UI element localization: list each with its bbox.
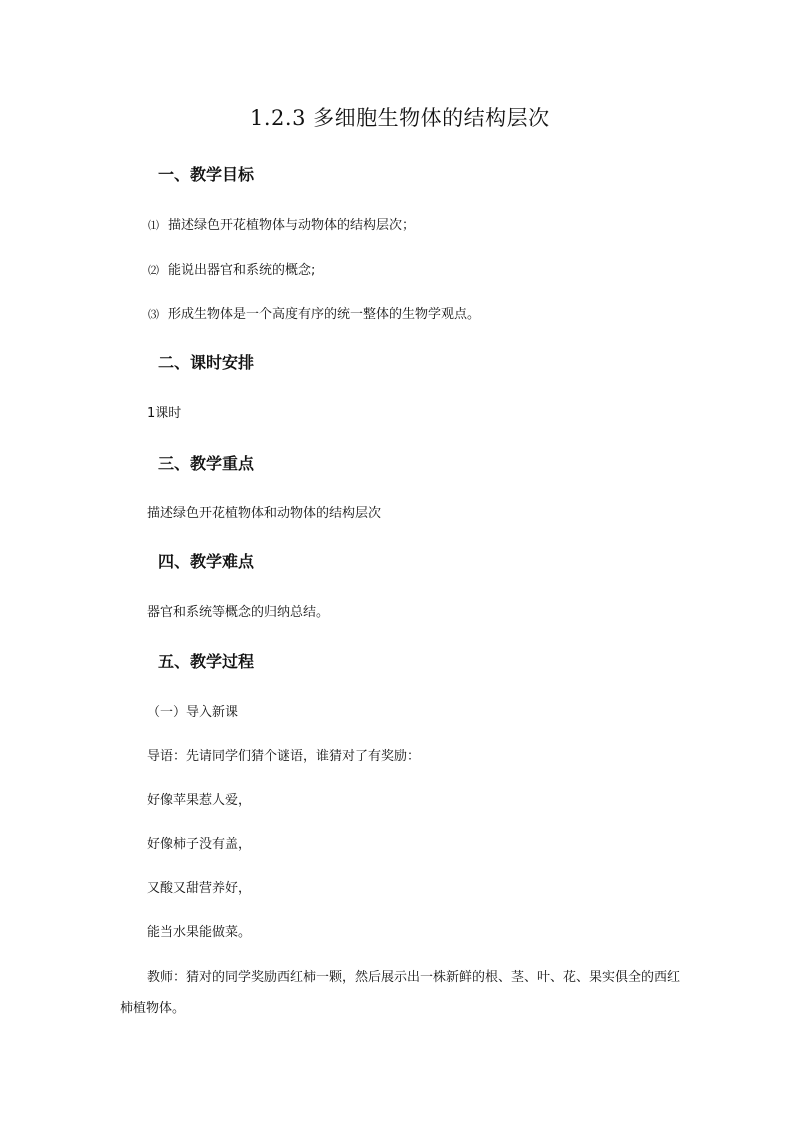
- objective-text: 描述绿色开花植物体与动物体的结构层次；: [168, 218, 416, 233]
- difficulty-text: 器官和系统等概念的归纳总结。: [147, 605, 330, 620]
- objective-text: 能说出器官和系统的概念;: [168, 263, 316, 278]
- process-subheading: （一）导入新课: [147, 705, 239, 720]
- objective-number: ⑵: [148, 264, 159, 277]
- riddle-line: 好像柿子没有盖，: [147, 837, 252, 852]
- riddle-line: 好像苹果惹人爱，: [147, 793, 252, 808]
- objective-text: 形成生物体是一个高度有序的统一整体的生物学观点。: [168, 307, 481, 322]
- document-title: 1.2.3 多细胞生物体的结构层次: [250, 106, 550, 130]
- section-heading-schedule: 二、课时安排: [158, 353, 255, 372]
- objective-number: ⑴: [148, 219, 159, 232]
- key-point-text: 描述绿色开花植物体和动物体的结构层次: [147, 506, 382, 521]
- section-heading-key-point: 三、教学重点: [158, 454, 255, 473]
- objective-item: [148, 214, 415, 233]
- schedule-text: 1课时: [147, 406, 182, 421]
- process-intro: 导语：先请同学们猜个谜语，谁猜对了有奖励：: [147, 749, 421, 764]
- section-heading-process: 五、教学过程: [158, 652, 255, 671]
- objective-number: ⑶: [148, 308, 159, 321]
- objective-item: [148, 303, 480, 322]
- objective-item: [148, 259, 315, 278]
- section-heading-difficulty: 四、教学难点: [158, 552, 255, 571]
- riddle-line: 能当水果能做菜。: [147, 925, 252, 940]
- teacher-paragraph: 教师：猜对的同学奖励西红柿一颗，然后展示出一株新鲜的根、茎、叶、花、果实俱全的西红柿植物体。: [120, 970, 681, 1016]
- riddle-line: 又酸又甜营养好，: [147, 881, 252, 896]
- section-heading-objectives: 一、教学目标: [158, 165, 255, 184]
